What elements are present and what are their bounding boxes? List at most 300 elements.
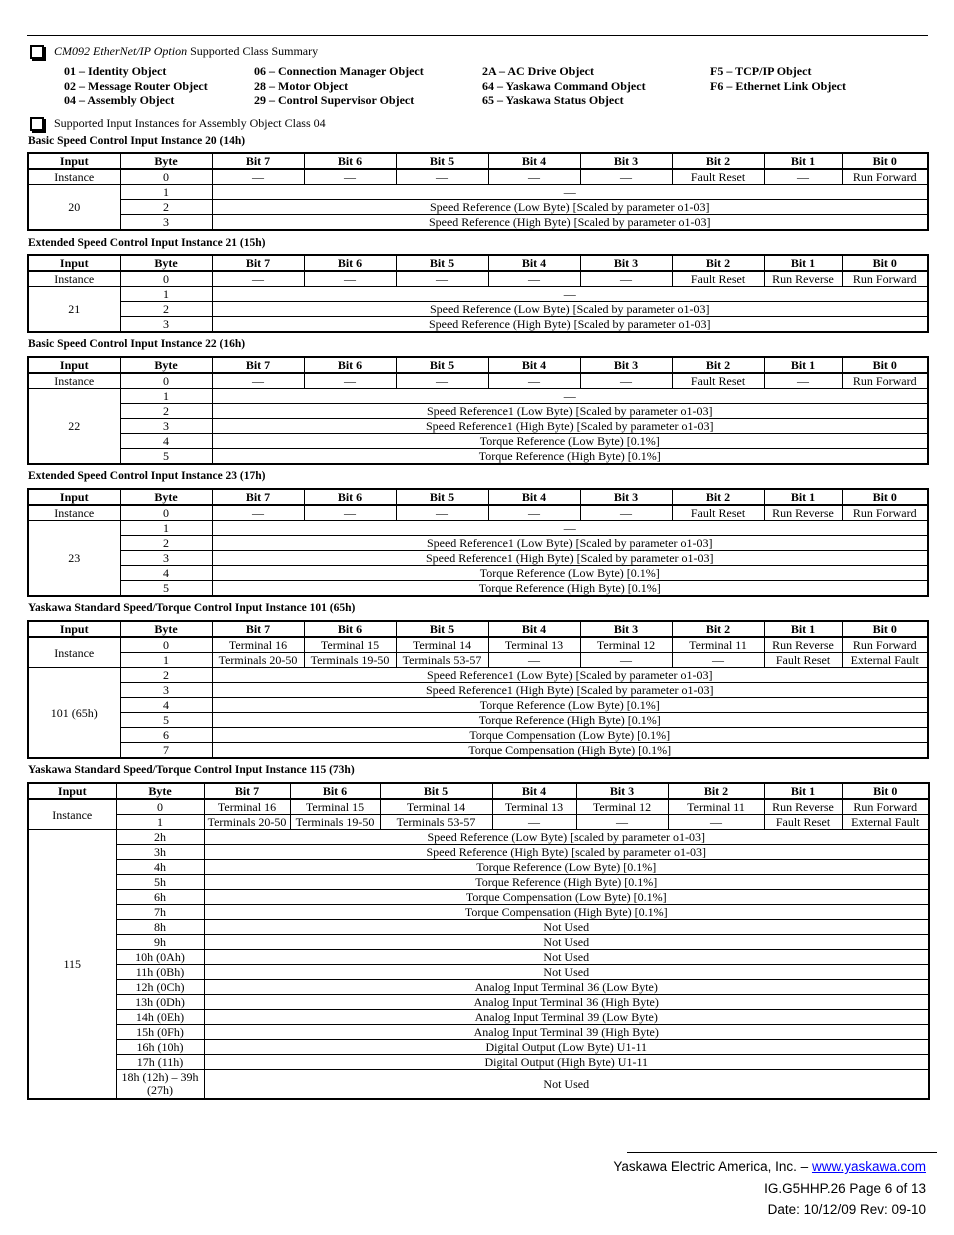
table-row xyxy=(28,668,928,683)
bit-cell: Terminal 16 xyxy=(212,637,304,653)
table-row xyxy=(28,581,928,597)
class-item: 65 – Yaskawa Status Object xyxy=(482,93,624,108)
table-title: Basic Speed Control Input Instance 20 (14h) xyxy=(28,135,246,147)
table-row xyxy=(28,271,928,287)
bit-cell: 0 xyxy=(120,505,212,521)
data-cell: Speed Reference (High Byte) [Scaled by parameter o1-03] xyxy=(212,317,928,333)
column-header: Bit 1 xyxy=(764,489,842,505)
table-row xyxy=(28,980,929,995)
bit-cell: Terminals 53-57 xyxy=(396,653,488,668)
column-header: Byte xyxy=(120,357,212,373)
table-header-row xyxy=(28,153,928,169)
instance-number-cell: 20 xyxy=(28,185,120,231)
table-row xyxy=(28,566,928,581)
table-row xyxy=(28,389,928,404)
byte-cell: 5 xyxy=(120,581,212,597)
table-title: Yaskawa Standard Speed/Torque Control Input Instance 115 (73h) xyxy=(28,764,355,776)
column-header: Bit 5 xyxy=(396,489,488,505)
bit-cell: Terminal 12 xyxy=(580,637,672,653)
byte-cell: 4h xyxy=(116,860,204,875)
column-header: Bit 3 xyxy=(580,621,672,637)
footer-rule xyxy=(627,1152,937,1153)
bit-cell: Terminal 14 xyxy=(396,637,488,653)
bit-cell: — xyxy=(580,271,672,287)
bit-cell: — xyxy=(488,271,580,287)
table-header-row xyxy=(28,621,928,637)
table-row xyxy=(28,653,928,668)
table-row xyxy=(28,287,928,302)
data-cell: Speed Reference1 (Low Byte) [Scaled by parameter o1-03] xyxy=(212,668,928,683)
table-row xyxy=(28,302,928,317)
column-header: Bit 4 xyxy=(488,153,580,169)
column-header: Bit 3 xyxy=(580,255,672,271)
column-header: Bit 2 xyxy=(672,153,764,169)
column-header: Input xyxy=(28,783,116,799)
column-header: Bit 3 xyxy=(580,153,672,169)
instance-label-cell: Instance xyxy=(28,799,116,830)
bit-cell: — xyxy=(668,815,764,830)
column-header: Bit 6 xyxy=(304,153,396,169)
column-header: Byte xyxy=(120,489,212,505)
table-row xyxy=(28,860,929,875)
bit-cell: — xyxy=(764,373,842,389)
byte-cell: 2 xyxy=(120,200,212,215)
byte-cell: 3h xyxy=(116,845,204,860)
data-cell: — xyxy=(212,185,928,200)
column-header: Byte xyxy=(120,153,212,169)
column-header: Bit 4 xyxy=(488,621,580,637)
table-row xyxy=(28,950,929,965)
table-row xyxy=(28,815,929,830)
bit-cell: — xyxy=(304,169,396,185)
data-cell: Speed Reference1 (Low Byte) [Scaled by parameter o1-03] xyxy=(212,404,928,419)
bit-cell: — xyxy=(580,505,672,521)
byte-cell: 3 xyxy=(120,419,212,434)
data-cell: Torque Reference (Low Byte) [0.1%] xyxy=(212,566,928,581)
data-cell: Analog Input Terminal 39 (High Byte) xyxy=(204,1025,929,1040)
bit-cell: 1 xyxy=(116,815,204,830)
bit-cell: — xyxy=(396,169,488,185)
column-header: Bit 6 xyxy=(304,255,396,271)
bit-cell: Terminals 20-50 xyxy=(212,653,304,668)
bit-cell: Terminal 13 xyxy=(488,637,580,653)
bit-cell: — xyxy=(212,169,304,185)
column-header: Bit 7 xyxy=(212,621,304,637)
byte-cell: 16h (10h) xyxy=(116,1040,204,1055)
table-row xyxy=(28,965,929,980)
instance-number-cell: 21 xyxy=(28,287,120,333)
column-header: Bit 1 xyxy=(764,357,842,373)
table-row xyxy=(28,185,928,200)
bit-cell: 1 xyxy=(120,653,212,668)
data-cell: Torque Reference (High Byte) [0.1%] xyxy=(204,875,929,890)
instance-label-cell: Instance xyxy=(28,271,120,287)
byte-cell: 1 xyxy=(120,287,212,302)
footer-doc-id: IG.G5HHP.26 Page 6 of 13 xyxy=(764,1181,926,1196)
data-cell: Torque Reference (Low Byte) [0.1%] xyxy=(212,698,928,713)
bit-cell: — xyxy=(488,373,580,389)
bit-cell: — xyxy=(580,373,672,389)
byte-cell: 6h xyxy=(116,890,204,905)
data-cell: Not Used xyxy=(204,965,929,980)
summary-title-rest: Supported Class Summary xyxy=(190,44,319,58)
bit-cell: 0 xyxy=(116,799,204,815)
column-header: Bit 4 xyxy=(488,489,580,505)
byte-cell: 15h (0Fh) xyxy=(116,1025,204,1040)
column-header: Bit 7 xyxy=(212,357,304,373)
data-cell: Torque Reference (High Byte) [0.1%] xyxy=(212,581,928,597)
column-header: Bit 3 xyxy=(580,489,672,505)
column-header: Bit 5 xyxy=(396,153,488,169)
bit-cell: 0 xyxy=(120,637,212,653)
column-header: Bit 2 xyxy=(672,357,764,373)
table-row xyxy=(28,1040,929,1055)
table-row xyxy=(28,317,928,333)
column-header: Bit 2 xyxy=(668,783,764,799)
byte-cell: 10h (0Ah) xyxy=(116,950,204,965)
supported-instances-heading xyxy=(30,116,326,131)
data-cell: Digital Output (High Byte) U1-11 xyxy=(204,1055,929,1070)
table-row xyxy=(28,505,928,521)
summary-title-italic: CM092 EtherNet/IP Option xyxy=(54,44,188,58)
column-header: Bit 3 xyxy=(580,357,672,373)
byte-cell: 4 xyxy=(120,698,212,713)
bit-cell: — xyxy=(492,815,576,830)
column-header: Bit 4 xyxy=(488,357,580,373)
table-row xyxy=(28,536,928,551)
table-row xyxy=(28,434,928,449)
top-rule xyxy=(27,35,928,36)
bit-cell: Fault Reset xyxy=(672,373,764,389)
column-header: Input xyxy=(28,153,120,169)
table-row xyxy=(28,920,929,935)
column-header: Bit 1 xyxy=(764,255,842,271)
table-row xyxy=(28,995,929,1010)
byte-cell: 5 xyxy=(120,713,212,728)
bit-cell: Terminal 16 xyxy=(204,799,290,815)
table-header-row xyxy=(28,489,928,505)
bit-cell: — xyxy=(212,373,304,389)
byte-cell: 11h (0Bh) xyxy=(116,965,204,980)
byte-cell: 8h xyxy=(116,920,204,935)
column-header: Bit 5 xyxy=(380,783,492,799)
byte-cell: 4 xyxy=(120,434,212,449)
column-header: Bit 6 xyxy=(290,783,380,799)
table-row xyxy=(28,373,928,389)
bit-cell: Run Reverse xyxy=(764,799,842,815)
data-cell: Torque Reference (High Byte) [0.1%] xyxy=(212,713,928,728)
bit-cell: 0 xyxy=(120,169,212,185)
data-cell: Torque Reference (Low Byte) [0.1%] xyxy=(204,860,929,875)
data-cell: Torque Compensation (Low Byte) [0.1%] xyxy=(212,728,928,743)
supported-instances-label: Supported Input Instances for Assembly Object Class 04 xyxy=(54,116,326,130)
class-item: 06 – Connection Manager Object xyxy=(254,64,424,78)
byte-cell: 18h (12h) – 39h (27h) xyxy=(116,1070,204,1100)
bit-cell: — xyxy=(488,653,580,668)
table-row xyxy=(28,521,928,536)
data-cell: Speed Reference (High Byte) [Scaled by parameter o1-03] xyxy=(212,215,928,231)
instance-number-cell: 101 (65h) xyxy=(28,668,120,759)
column-header: Bit 6 xyxy=(304,489,396,505)
bit-cell: Run Forward xyxy=(842,505,928,521)
table-row xyxy=(28,419,928,434)
column-header: Input xyxy=(28,357,120,373)
class-column xyxy=(482,64,646,108)
column-header: Bit 2 xyxy=(672,621,764,637)
column-header: Bit 5 xyxy=(396,255,488,271)
data-cell: Torque Compensation (Low Byte) [0.1%] xyxy=(204,890,929,905)
table-row xyxy=(28,1055,929,1070)
column-header: Bit 1 xyxy=(764,783,842,799)
footer-company-line xyxy=(613,1159,926,1174)
column-header: Bit 0 xyxy=(842,357,928,373)
byte-cell: 6 xyxy=(120,728,212,743)
bit-cell: — xyxy=(304,271,396,287)
bit-cell: Terminal 15 xyxy=(304,637,396,653)
data-cell: Torque Compensation (High Byte) [0.1%] xyxy=(212,743,928,759)
bit-cell: Fault Reset xyxy=(672,169,764,185)
class-column xyxy=(64,64,208,108)
table-title: Yaskawa Standard Speed/Torque Control Input Instance 101 (65h) xyxy=(28,602,356,614)
table-row xyxy=(28,830,929,845)
column-header: Bit 0 xyxy=(842,255,928,271)
data-cell: Speed Reference1 (High Byte) [Scaled by parameter o1-03] xyxy=(212,683,928,698)
byte-cell: 9h xyxy=(116,935,204,950)
table-row xyxy=(28,905,929,920)
data-cell: Not Used xyxy=(204,950,929,965)
checkbox-icon xyxy=(30,45,44,59)
bit-cell: Terminals 20-50 xyxy=(204,815,290,830)
column-header: Bit 4 xyxy=(488,255,580,271)
assembly-table xyxy=(27,782,930,1100)
byte-cell: 2 xyxy=(120,668,212,683)
bit-cell: — xyxy=(212,271,304,287)
table-row xyxy=(28,449,928,465)
table-row xyxy=(28,845,929,860)
bit-cell: Run Forward xyxy=(842,373,928,389)
column-header: Bit 7 xyxy=(212,489,304,505)
byte-cell: 3 xyxy=(120,551,212,566)
table-header-row xyxy=(28,783,929,799)
byte-cell: 13h (0Dh) xyxy=(116,995,204,1010)
column-header: Bit 6 xyxy=(304,621,396,637)
class-summary-heading xyxy=(30,44,318,59)
data-cell: Speed Reference1 (High Byte) [Scaled by parameter o1-03] xyxy=(212,419,928,434)
bit-cell: Run Forward xyxy=(842,799,929,815)
table-title: Extended Speed Control Input Instance 23 (17h) xyxy=(28,470,266,482)
bit-cell: — xyxy=(488,505,580,521)
column-header: Bit 5 xyxy=(396,621,488,637)
assembly-table xyxy=(27,254,929,333)
bit-cell: Run Reverse xyxy=(764,505,842,521)
bit-cell: — xyxy=(672,653,764,668)
class-item: 01 – Identity Object xyxy=(64,64,167,78)
column-header: Bit 0 xyxy=(842,153,928,169)
byte-cell: 3 xyxy=(120,683,212,698)
column-header: Bit 3 xyxy=(576,783,668,799)
table-title: Extended Speed Control Input Instance 21 (15h) xyxy=(28,237,266,249)
bit-cell: Terminal 11 xyxy=(672,637,764,653)
bit-cell: Run Forward xyxy=(842,637,928,653)
bit-cell: Run Reverse xyxy=(764,637,842,653)
bit-cell: Terminals 19-50 xyxy=(290,815,380,830)
data-cell: Torque Reference (High Byte) [0.1%] xyxy=(212,449,928,465)
bit-cell: 0 xyxy=(120,373,212,389)
byte-cell: 3 xyxy=(120,317,212,333)
bit-cell: — xyxy=(580,169,672,185)
data-cell: Speed Reference (Low Byte) [scaled by parameter o1-03] xyxy=(204,830,929,845)
bit-cell: Run Forward xyxy=(842,271,928,287)
data-cell: Torque Compensation (High Byte) [0.1%] xyxy=(204,905,929,920)
bit-cell: External Fault xyxy=(842,815,929,830)
data-cell: Analog Input Terminal 36 (Low Byte) xyxy=(204,980,929,995)
byte-cell: 2 xyxy=(120,404,212,419)
class-item: 64 – Yaskawa Command Object xyxy=(482,78,646,93)
bit-cell: External Fault xyxy=(842,653,928,668)
table-row xyxy=(28,875,929,890)
instance-number-cell: 23 xyxy=(28,521,120,597)
class-item: 2A – AC Drive Object xyxy=(482,64,594,78)
class-item: F6 – Ethernet Link Object xyxy=(710,78,846,93)
column-header: Bit 0 xyxy=(842,621,928,637)
table-row xyxy=(28,743,928,759)
data-cell: Speed Reference (Low Byte) [Scaled by parameter o1-03] xyxy=(212,200,928,215)
checkbox-icon xyxy=(30,117,44,131)
bit-cell: — xyxy=(304,505,396,521)
bit-cell: Run Reverse xyxy=(764,271,842,287)
byte-cell: 2 xyxy=(120,536,212,551)
data-cell: Speed Reference (High Byte) [scaled by parameter o1-03] xyxy=(204,845,929,860)
class-column xyxy=(710,64,846,93)
data-cell: Not Used xyxy=(204,920,929,935)
column-header: Bit 1 xyxy=(764,621,842,637)
column-header: Bit 7 xyxy=(212,255,304,271)
byte-cell: 5h xyxy=(116,875,204,890)
bit-cell: — xyxy=(396,373,488,389)
data-cell: Analog Input Terminal 39 (Low Byte) xyxy=(204,1010,929,1025)
byte-cell: 7h xyxy=(116,905,204,920)
bit-cell: — xyxy=(212,505,304,521)
column-header: Bit 7 xyxy=(204,783,290,799)
byte-cell: 14h (0Eh) xyxy=(116,1010,204,1025)
instance-label-cell: Instance xyxy=(28,505,120,521)
table-row xyxy=(28,637,928,653)
data-cell: Speed Reference1 (High Byte) [Scaled by parameter o1-03] xyxy=(212,551,928,566)
data-cell: Digital Output (Low Byte) U1-11 xyxy=(204,1040,929,1055)
assembly-table xyxy=(27,152,929,231)
column-header: Bit 0 xyxy=(842,783,929,799)
bit-cell: Terminals 53-57 xyxy=(380,815,492,830)
column-header: Bit 5 xyxy=(396,357,488,373)
byte-cell: 3 xyxy=(120,215,212,231)
table-row xyxy=(28,890,929,905)
bit-cell: — xyxy=(764,169,842,185)
bit-cell: Terminal 13 xyxy=(492,799,576,815)
column-header: Input xyxy=(28,621,120,637)
table-row xyxy=(28,799,929,815)
table-row xyxy=(28,1010,929,1025)
class-item: 28 – Motor Object xyxy=(254,78,349,93)
table-row xyxy=(28,215,928,231)
bit-cell: Fault Reset xyxy=(672,271,764,287)
data-cell: Analog Input Terminal 36 (High Byte) xyxy=(204,995,929,1010)
class-item: F5 – TCP/IP Object xyxy=(710,64,812,78)
column-header: Bit 0 xyxy=(842,489,928,505)
assembly-table xyxy=(27,488,929,597)
byte-cell: 2h xyxy=(116,830,204,845)
column-header: Bit 2 xyxy=(672,489,764,505)
instance-label-cell: Instance xyxy=(28,637,120,668)
table-header-row xyxy=(28,357,928,373)
footer-website-link[interactable]: www.yaskawa.com xyxy=(811,1159,926,1174)
column-header: Byte xyxy=(116,783,204,799)
instance-label-cell: Instance xyxy=(28,373,120,389)
assembly-table xyxy=(27,356,929,465)
table-row xyxy=(28,698,928,713)
bit-cell: — xyxy=(488,169,580,185)
instance-number-cell: 115 xyxy=(28,830,116,1100)
table-row xyxy=(28,1025,929,1040)
byte-cell: 17h (11h) xyxy=(116,1055,204,1070)
bit-cell: Fault Reset xyxy=(672,505,764,521)
bit-cell: — xyxy=(396,505,488,521)
byte-cell: 1 xyxy=(120,389,212,404)
byte-cell: 7 xyxy=(120,743,212,759)
instance-label-cell: Instance xyxy=(28,169,120,185)
column-header: Bit 7 xyxy=(212,153,304,169)
byte-cell: 1 xyxy=(120,521,212,536)
data-cell: — xyxy=(212,521,928,536)
byte-cell: 1 xyxy=(120,185,212,200)
table-title: Basic Speed Control Input Instance 22 (16h) xyxy=(28,338,246,350)
column-header: Input xyxy=(28,255,120,271)
table-row xyxy=(28,404,928,419)
byte-cell: 5 xyxy=(120,449,212,465)
table-row xyxy=(28,200,928,215)
byte-cell: 2 xyxy=(120,302,212,317)
assembly-table xyxy=(27,620,929,759)
data-cell: — xyxy=(212,389,928,404)
bit-cell: — xyxy=(576,815,668,830)
footer-date: Date: 10/12/09 Rev: 09-10 xyxy=(767,1202,926,1217)
column-header: Bit 4 xyxy=(492,783,576,799)
bit-cell: Fault Reset xyxy=(764,653,842,668)
table-row xyxy=(28,551,928,566)
bit-cell: — xyxy=(304,373,396,389)
data-cell: Not Used xyxy=(204,935,929,950)
table-row xyxy=(28,713,928,728)
column-header: Bit 6 xyxy=(304,357,396,373)
table-row xyxy=(28,935,929,950)
footer-company: Yaskawa Electric America, Inc. – xyxy=(613,1159,809,1174)
instance-number-cell: 22 xyxy=(28,389,120,465)
class-item: 29 – Control Supervisor Object xyxy=(254,93,415,108)
bit-cell: Run Forward xyxy=(842,169,928,185)
bit-cell: Terminal 12 xyxy=(576,799,668,815)
bit-cell: Fault Reset xyxy=(764,815,842,830)
bit-cell: Terminals 19-50 xyxy=(304,653,396,668)
bit-cell: Terminal 11 xyxy=(668,799,764,815)
column-header: Byte xyxy=(120,621,212,637)
class-item: 04 – Assembly Object xyxy=(64,93,175,108)
table-row xyxy=(28,683,928,698)
byte-cell: 12h (0Ch) xyxy=(116,980,204,995)
column-header: Bit 1 xyxy=(764,153,842,169)
table-row xyxy=(28,169,928,185)
data-cell: Not Used xyxy=(204,1070,929,1100)
bit-cell: Terminal 15 xyxy=(290,799,380,815)
data-cell: Speed Reference1 (Low Byte) [Scaled by parameter o1-03] xyxy=(212,536,928,551)
